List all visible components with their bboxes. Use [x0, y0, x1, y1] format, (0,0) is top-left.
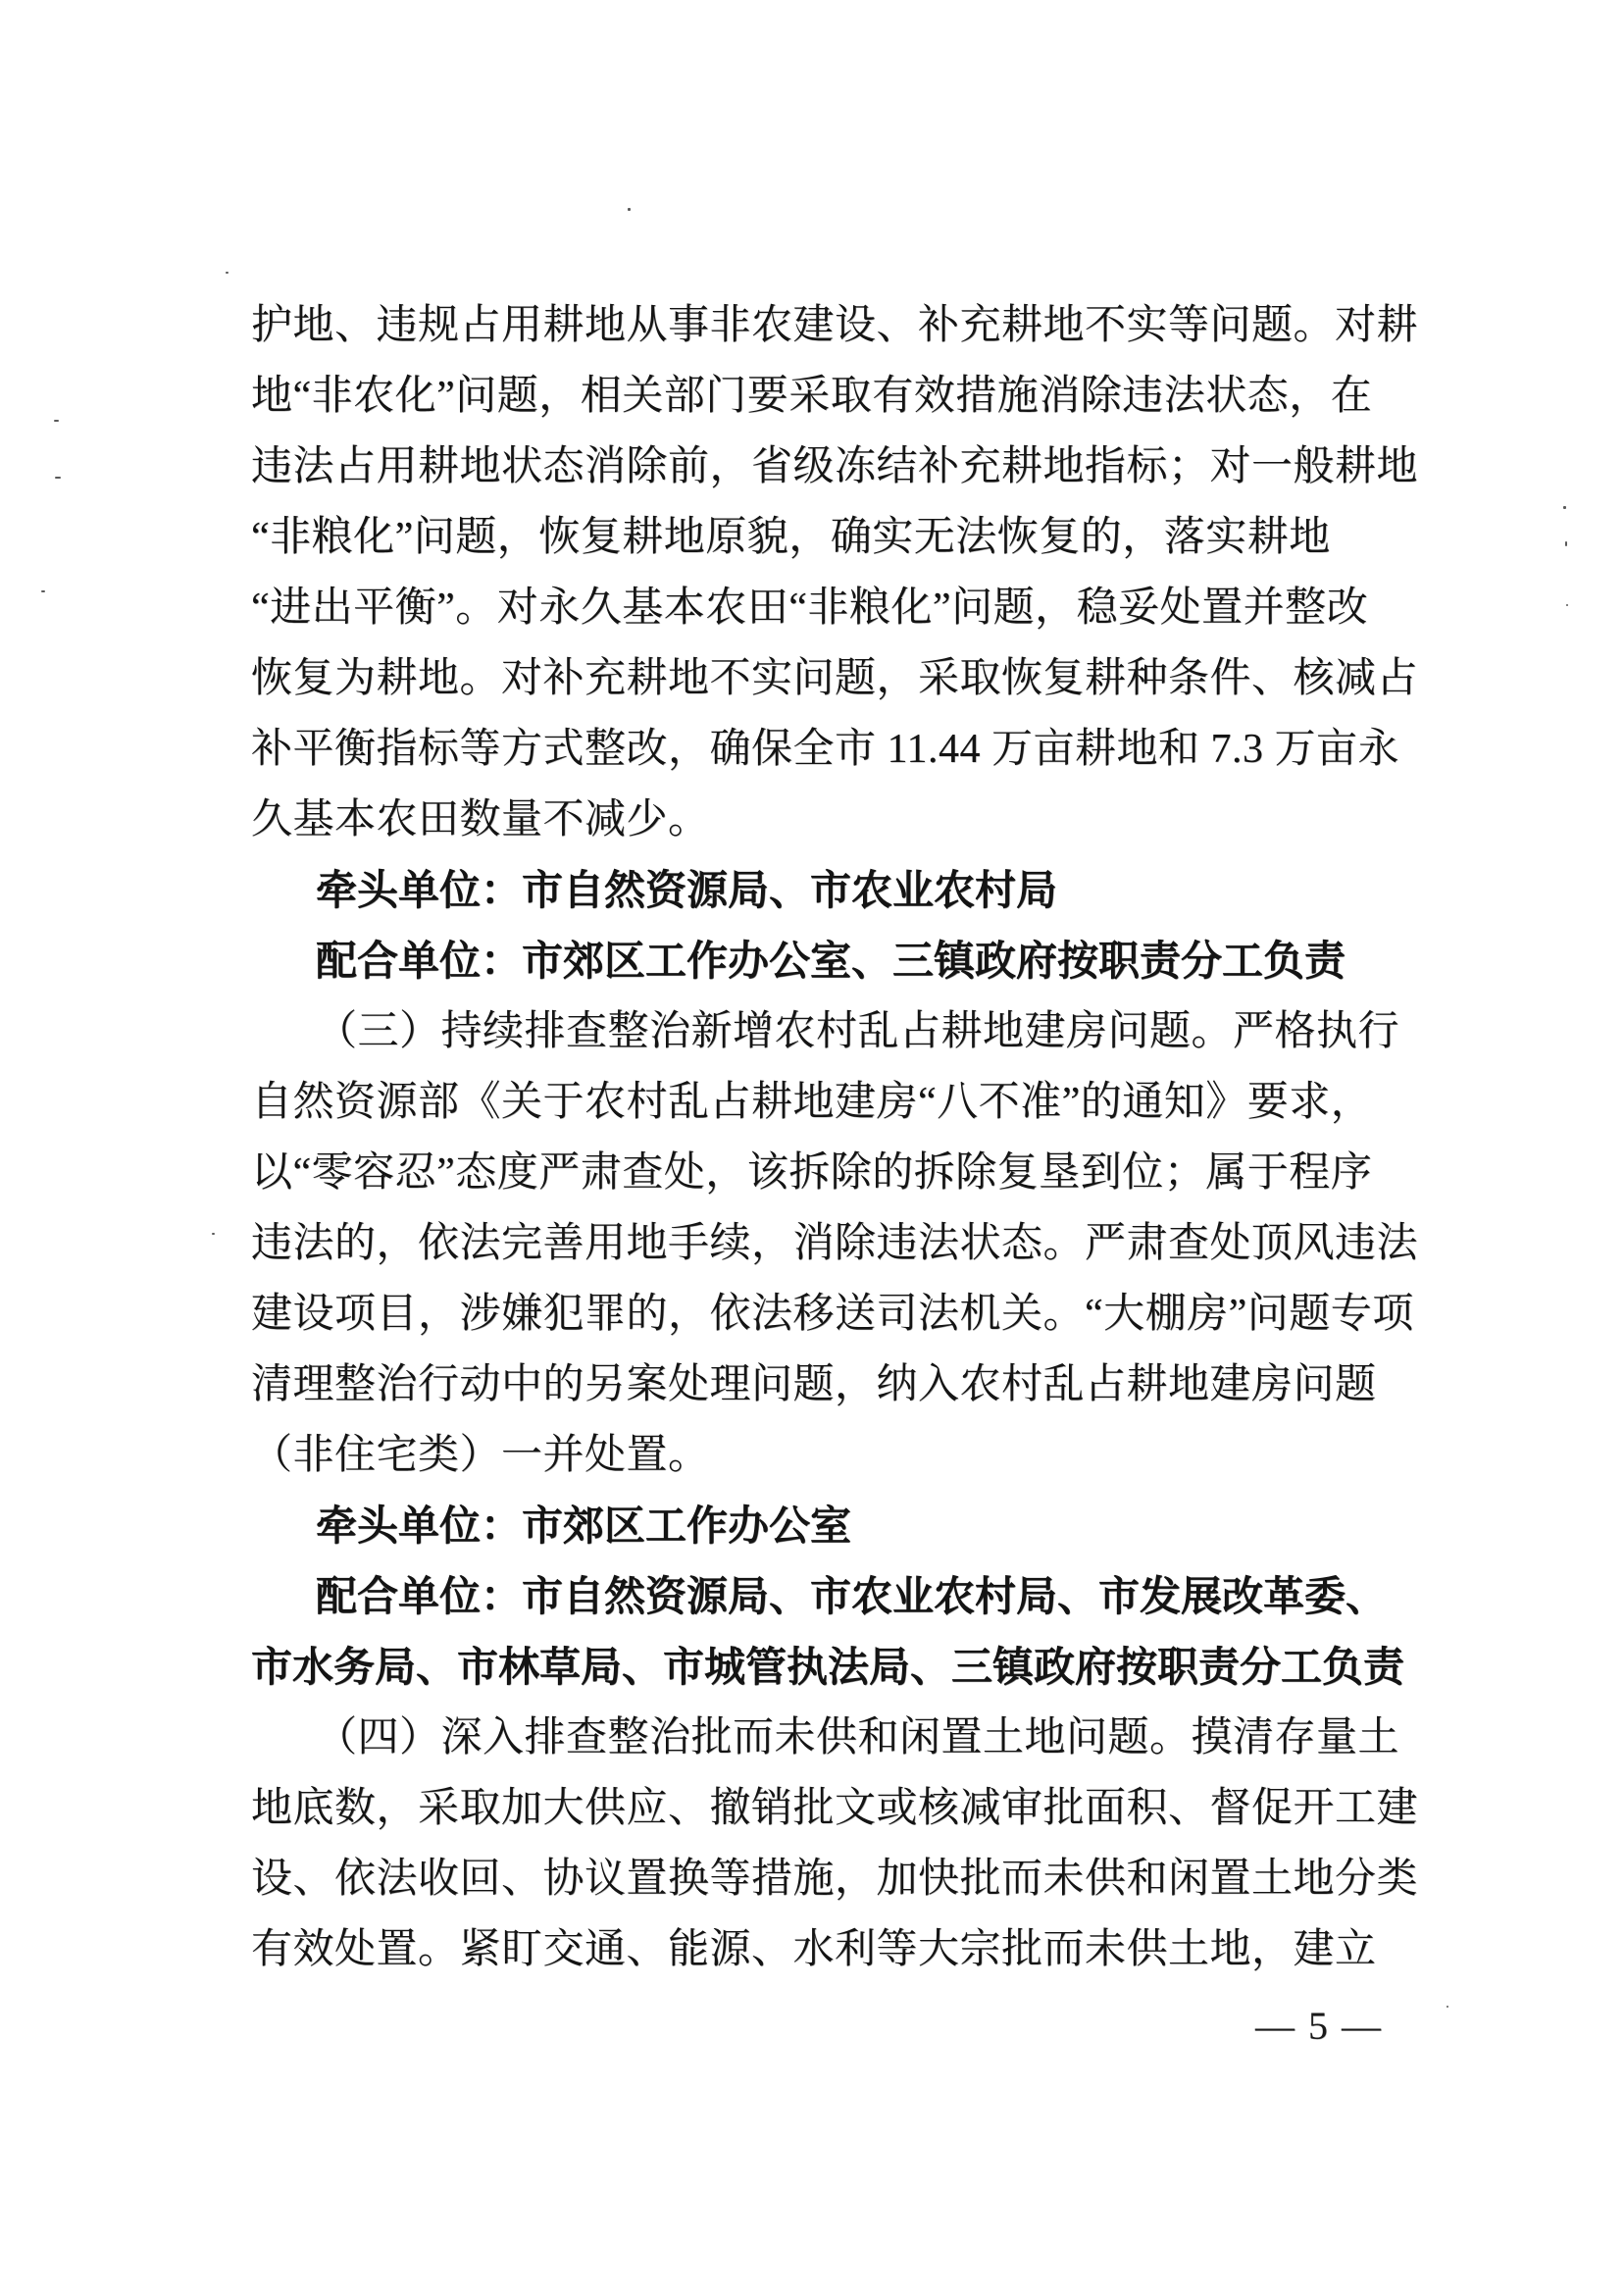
- text-line: 护地、违规占用耕地从事非农建设、补充耕地不实等问题。对耕: [251, 303, 1419, 348]
- text-line: 牵头单位：市郊区工作办公室: [316, 1502, 852, 1550]
- text-line: 配合单位：市郊区工作办公室、三镇政府按职责分工负责: [316, 937, 1346, 985]
- text-line: 牵头单位：市自然资源局、市农业农村局: [316, 866, 1058, 914]
- scan-speckle: [1446, 2006, 1448, 2008]
- text-line: 配合单位：市自然资源局、市农业农村局、市发展改革委、: [316, 1572, 1388, 1620]
- scan-speckle: [1566, 604, 1568, 606]
- scan-speckle: [54, 420, 59, 422]
- text-line: “非粮化”问题，恢复耕地原貌，确实无法恢复的，落实耕地: [251, 515, 1331, 560]
- document-body: [251, 290, 1438, 1985]
- text-line: 地底数，采取加大供应、撤销批文或核减审批面积、督促开工建: [251, 1786, 1419, 1831]
- text-line: 有效处置。紧盯交通、能源、水利等大宗批而未供土地，建立: [251, 1927, 1377, 1972]
- scan-speckle: [1565, 541, 1567, 546]
- text-line: 市水务局、市林草局、市城管执法局、三镇政府按职责分工负责: [251, 1643, 1405, 1691]
- page-number: — 5 —: [1255, 2004, 1383, 2048]
- text-line: （非住宅类）一并处置。: [251, 1433, 710, 1478]
- text-line: （三）持续排查整治新增农村乱占耕地建房问题。严格执行: [316, 1009, 1400, 1054]
- text-line: （四）深入排查整治批而未供和闲置土地问题。摸清存量土: [316, 1715, 1400, 1760]
- text-line: 自然资源部《关于农村乱占耕地建房“八不准”的通知》要求，: [251, 1080, 1373, 1125]
- text-line: 恢复为耕地。对补充耕地不实问题，采取恢复耕种条件、核减占: [251, 656, 1419, 701]
- text-line: 补平衡指标等方式整改，确保全市 11.44 万亩耕地和 7.3 万亩永: [251, 727, 1399, 772]
- text-line: 以“零容忍”态度严肃查处，该拆除的拆除复垦到位；属于程序: [251, 1150, 1373, 1196]
- scan-speckle: [628, 208, 631, 211]
- scan-speckle: [55, 477, 61, 479]
- scan-speckle: [1563, 506, 1566, 509]
- text-line: 久基本农田数量不减少。: [251, 797, 710, 842]
- scan-speckle: [41, 590, 45, 592]
- text-line: 地“非农化”问题，相关部门要采取有效措施消除违法状态，在: [251, 374, 1373, 419]
- scan-speckle: [226, 272, 228, 274]
- text-line: 违法占用耕地状态消除前，省级冻结补充耕地指标；对一般耕地: [251, 444, 1419, 489]
- text-line: 设、依法收回、协议置换等措施，加快批而未供和闲置土地分类: [251, 1857, 1419, 1902]
- text-line: 建设项目，涉嫌犯罪的，依法移送司法机关。“大棚房”问题专项: [251, 1292, 1414, 1337]
- text-line: 违法的，依法完善用地手续，消除违法状态。严肃查处顶风违法: [251, 1221, 1419, 1266]
- text-line: 清理整治行动中的另案处理问题，纳入农村乱占耕地建房问题: [251, 1362, 1377, 1407]
- text-line: “进出平衡”。对永久基本农田“非粮化”问题，稳妥处置并整改: [251, 586, 1369, 631]
- scan-speckle: [212, 1233, 215, 1235]
